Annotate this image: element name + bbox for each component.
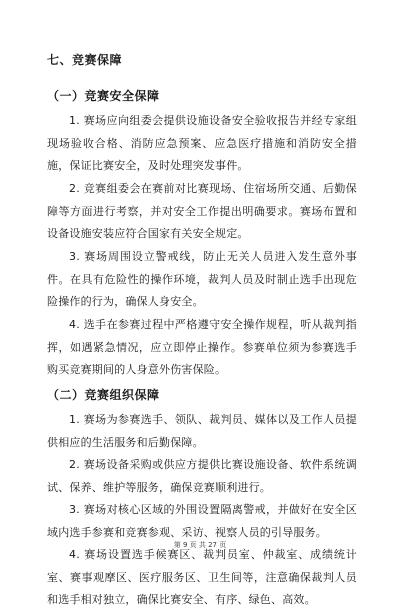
paragraph: 4. 选手在参赛过程中严格遵守安全操作规程，听从裁判指挥，如遇紧急情况，应立即停止操作。参赛单位须为参赛选手购买竞赛期间的人身意外伤害保险。 [47, 318, 357, 377]
paragraph: 2. 竞赛组委会在赛前对比赛现场、住宿场所交通、后勤保障等方面进行考察，并对安全工作提出明确要求。赛场布置和设备设施安装应符合国家有关安全规定。 [47, 182, 357, 241]
page-footer: 第 9 页 共 27 页 [173, 541, 227, 549]
section-heading: 七、竞赛保障 [47, 53, 123, 67]
paragraph: 2. 赛场设备采购或供应方提供比赛设施设备、软件系统调试、保养、维护等服务，确保竞赛顺利进行。 [47, 458, 357, 494]
subsection-heading-safety: （一）竞赛安全保障 [47, 89, 160, 103]
subsection-heading-organization: （二）竞赛组织保障 [47, 388, 160, 402]
paragraph: 3. 赛场对核心区域的外围设置隔离警戒，并做好在安全区域内选手参赛和竞赛参观、采访、视察人员的引导服务。 [47, 503, 357, 539]
paragraph: 4. 赛场设置选手候赛区、裁判员室、仲裁室、成绩统计室、赛事观摩区、医疗服务区、卫生间等，注意确保裁判人员和选手相对独立，确保比赛安全、有序、绿色、高效。 [47, 548, 357, 607]
paragraph: 1. 赛场为参赛选手、领队、裁判员、媒体以及工作人员提供相应的生活服务和后勤保障。 [47, 413, 357, 449]
paragraph: 1. 赛场应向组委会提供设施设备安全验收报告并经专家组现场验收合格、消防应急预案、应急医疗措施和消防安全措施，保证比赛安全，及时处理突发事件。 [47, 114, 357, 173]
paragraph: 3. 赛场周围设立警戒线，防止无关人员进入发生意外事件。在具有危险性的操作环境，裁判人员及时制止选手出现危险操作的行为，确保人身安全。 [47, 250, 357, 309]
